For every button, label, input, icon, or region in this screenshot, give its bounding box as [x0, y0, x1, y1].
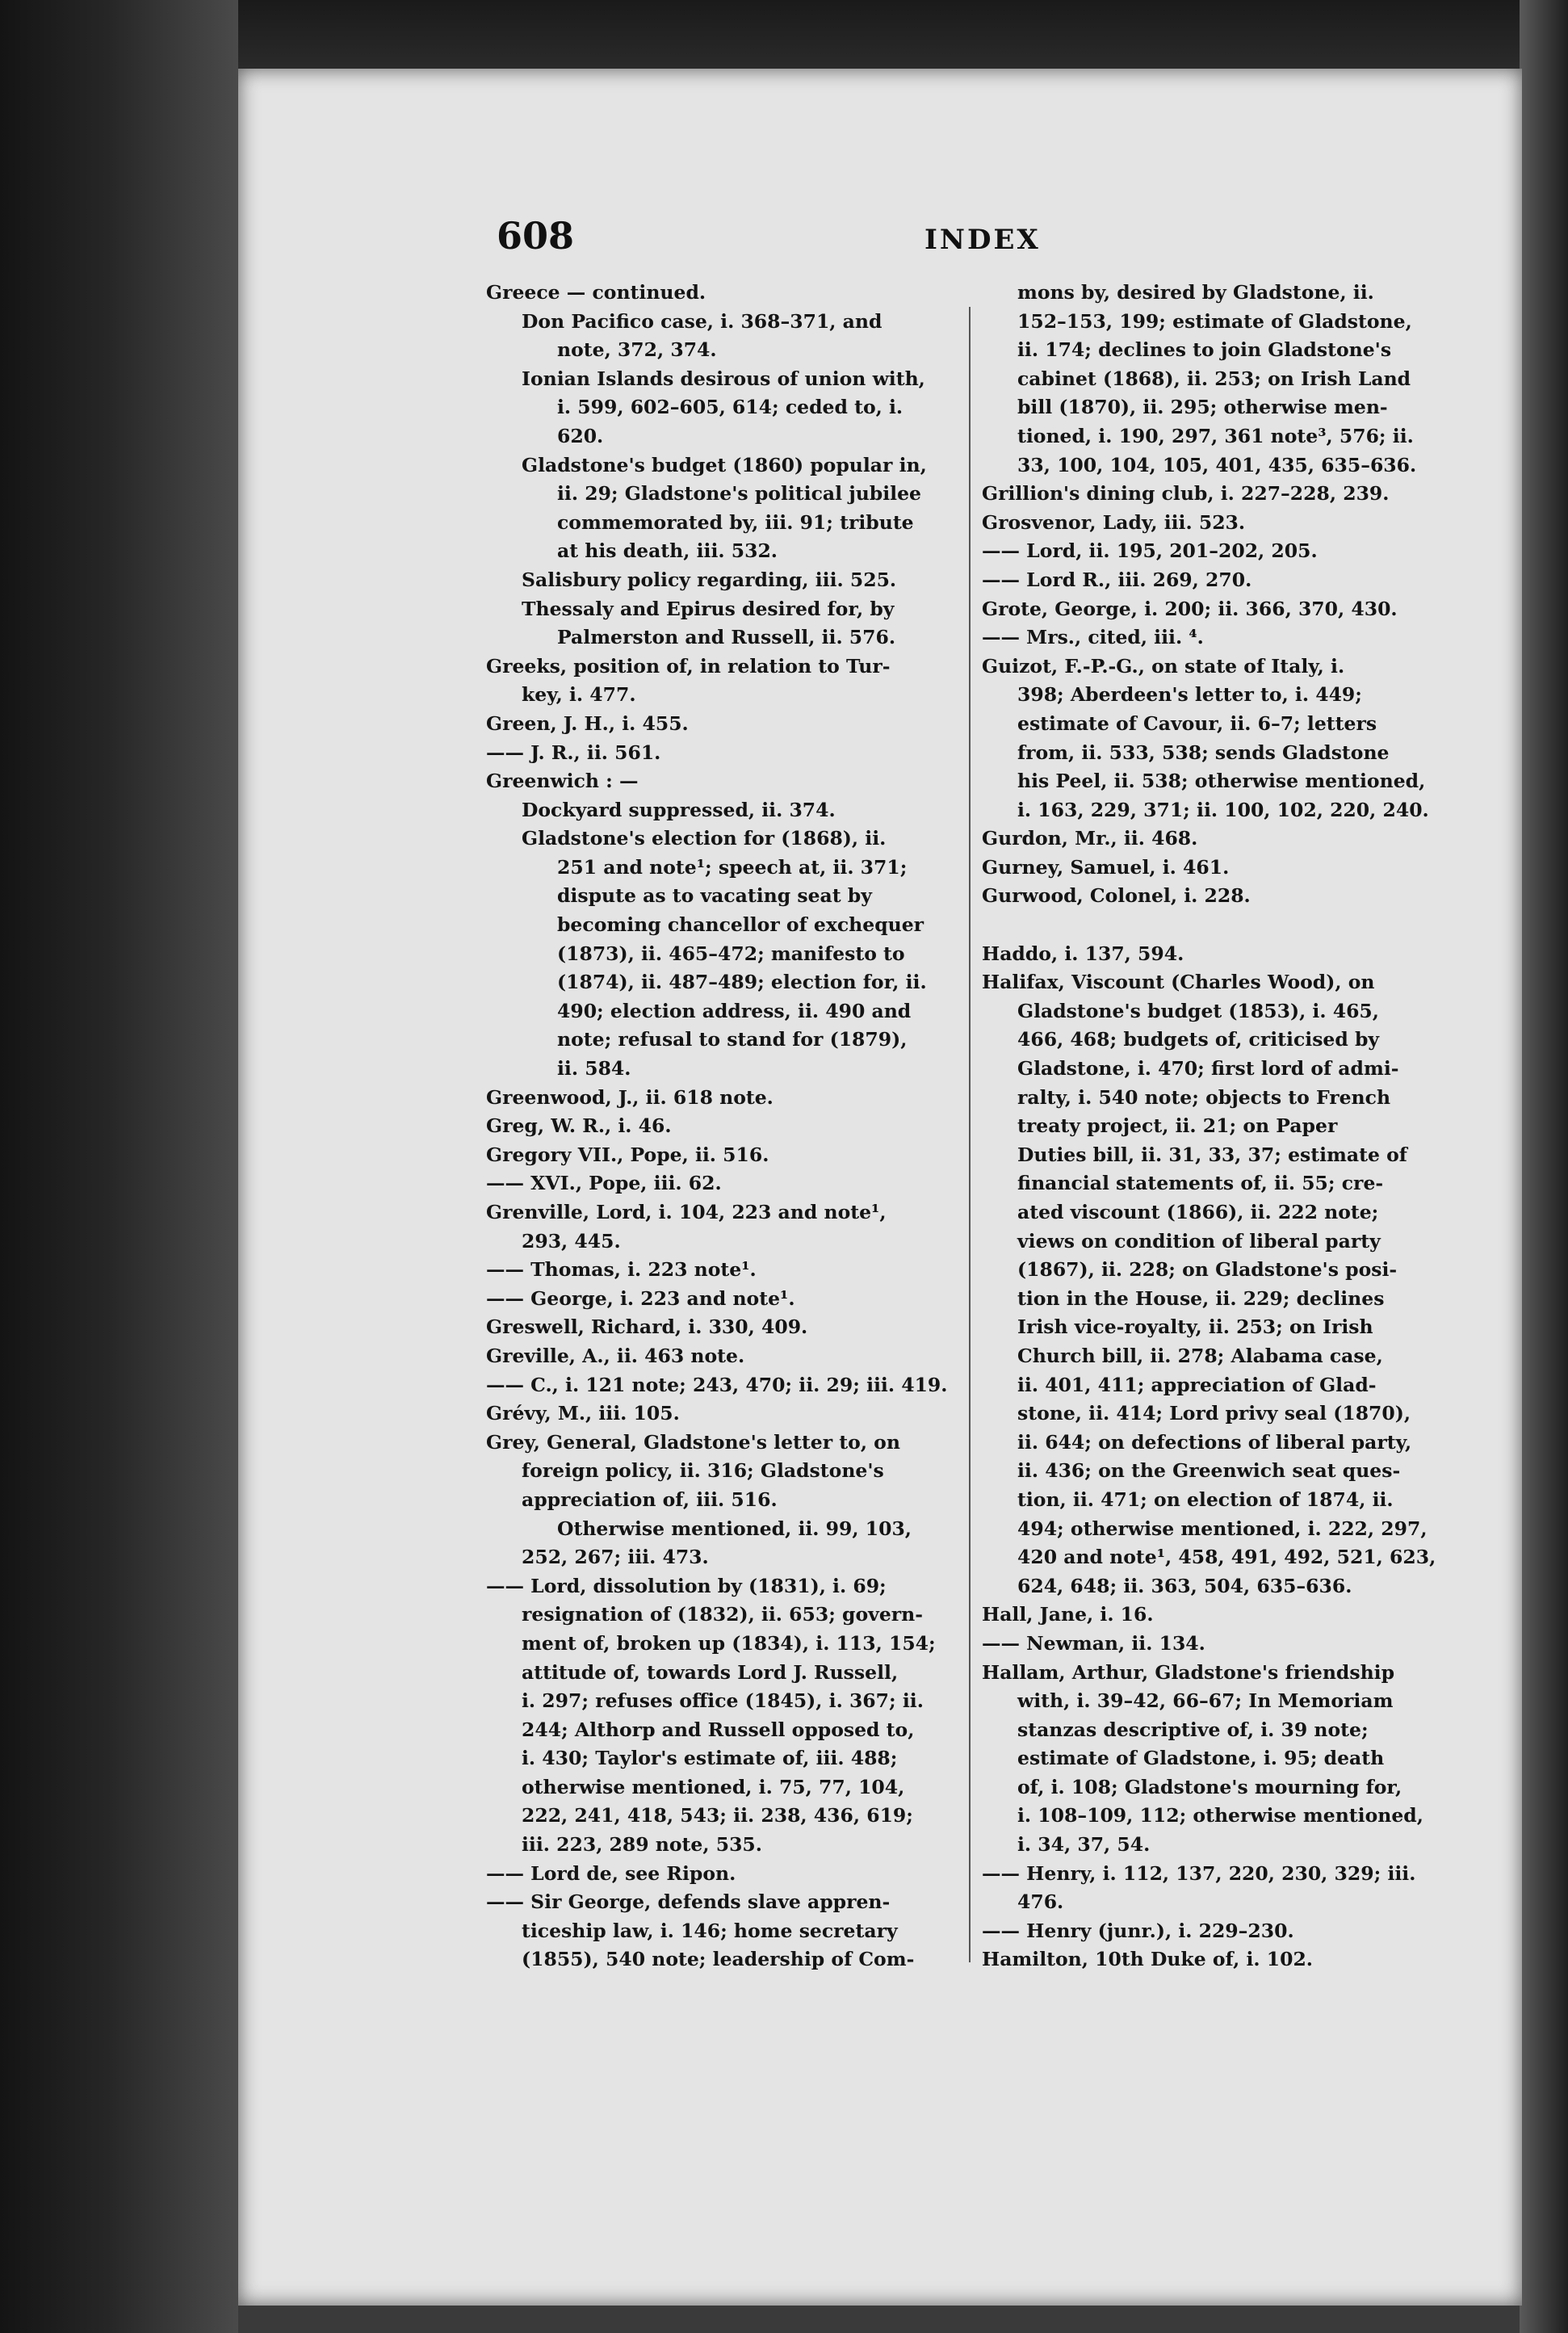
index-entry-line: ralty, i. 540 note; objects to French: [1017, 1085, 1391, 1109]
index-entry-line: ticeship law, i. 146; home secretary: [522, 1919, 898, 1942]
index-entry-line: 33, 100, 104, 105, 401, 435, 635–636.: [1017, 453, 1417, 476]
index-entry-line: (1874), ii. 487–489; election for, ii.: [557, 971, 927, 994]
index-entry-line: Greswell, Richard, i. 330, 409.: [486, 1315, 808, 1339]
index-entry-line: Halifax, Viscount (Charles Wood), on: [982, 971, 1375, 994]
index-entry-line: 293, 445.: [522, 1229, 621, 1253]
page-header: [497, 214, 1546, 279]
index-entry-line: Salisbury policy regarding, iii. 525.: [522, 568, 897, 591]
index-entry-line: Greece — continued.: [486, 281, 706, 304]
index-entry-line: Gregory VII., Pope, ii. 516.: [486, 1143, 769, 1166]
index-entry-line: (1873), ii. 465–472; manifesto to: [557, 942, 905, 965]
index-entry-line: Gladstone's election for (1868), ii.: [522, 827, 887, 850]
index-entry-line: tioned, i. 190, 297, 361 note³, 576; ii.: [1017, 424, 1414, 447]
index-entry-line: Greville, A., ii. 463 note.: [486, 1344, 745, 1367]
index-entry-line: —— Lord, ii. 195, 201–202, 205.: [982, 539, 1318, 563]
index-entry-line: Ionian Islands desirous of union with,: [522, 367, 925, 390]
index-entry-line: —— Mrs., cited, iii. ⁴.: [982, 626, 1204, 649]
index-entry-line: resignation of (1832), ii. 653; govern-: [522, 1603, 923, 1626]
index-entry-line: —— Thomas, i. 223 note¹.: [486, 1258, 757, 1282]
index-entry-line: ated viscount (1866), ii. 222 note;: [1017, 1201, 1379, 1223]
index-entry-line: bill (1870), ii. 295; otherwise men-: [1017, 396, 1388, 419]
index-entry-line: tion, ii. 471; on election of 1874, ii.: [1017, 1487, 1394, 1511]
index-entry-line: stone, ii. 414; Lord privy seal (1870),: [1017, 1402, 1411, 1425]
index-entry-line: Palmerston and Russell, ii. 576.: [557, 626, 896, 649]
index-entry-line: —— Lord, dissolution by (1831), i. 69;: [486, 1574, 887, 1597]
index-entry-line: Greenwood, J., ii. 618 note.: [486, 1085, 774, 1109]
index-entry-line: i. 430; Taylor's estimate of, iii. 488;: [522, 1747, 898, 1770]
index-entry-line: —— XVI., Pope, iii. 62.: [486, 1172, 722, 1195]
index-entry-line: key, i. 477.: [522, 683, 636, 707]
index-entry-line: otherwise mentioned, i. 75, 77, 104,: [522, 1775, 905, 1798]
index-entry-line: 490; election address, ii. 490 and: [557, 999, 912, 1022]
index-entry-line: estimate of Cavour, ii. 6–7; letters: [1017, 711, 1377, 735]
index-entry-line: note, 372, 374.: [557, 338, 717, 362]
index-entry-line: Thessaly and Epirus desired for, by: [522, 597, 895, 620]
index-entry-line: financial statements of, ii. 55; cre-: [1017, 1172, 1384, 1195]
index-entry-line: ii. 436; on the Greenwich seat ques-: [1017, 1459, 1401, 1483]
index-entry-line: Irish vice-royalty, ii. 253; on Irish: [1017, 1315, 1373, 1339]
index-entry-line: 476.: [1017, 1890, 1064, 1914]
index-entry-line: ii. 644; on defections of liberal party,: [1017, 1430, 1412, 1454]
index-entry-line: dispute as to vacating seat by: [557, 884, 872, 908]
index-entry-line: Guizot, F.-P.-G., on state of Italy, i.: [982, 654, 1345, 678]
index-entry-line: 398; Aberdeen's letter to, i. 449;: [1017, 683, 1362, 707]
index-entry-line: treaty project, ii. 21; on Paper: [1017, 1114, 1338, 1138]
index-entry-line: Grévy, M., iii. 105.: [486, 1402, 680, 1425]
index-entry-line: mons by, desired by Gladstone, ii.: [1017, 281, 1374, 304]
index-entry-line: commemorated by, iii. 91; tribute: [557, 510, 914, 534]
index-entry-line: Greenwich : —: [486, 770, 639, 793]
index-entry-line: of, i. 108; Gladstone's mourning for,: [1017, 1775, 1402, 1798]
index-entry-line: i. 297; refuses office (1845), i. 367; ii.: [522, 1689, 924, 1713]
index-entry-line: from, ii. 533, 538; sends Gladstone: [1017, 741, 1390, 764]
index-entry-line: ii. 174; declines to join Gladstone's: [1017, 338, 1392, 362]
index-entry-line: Greg, W. R., i. 46.: [486, 1114, 672, 1138]
index-entry-line: Gladstone, i. 470; first lord of admi-: [1017, 1057, 1399, 1080]
index-entry-line: with, i. 39–42, 66–67; In Memoriam: [1017, 1689, 1394, 1713]
index-entry-line: ment of, broken up (1834), i. 113, 154;: [522, 1631, 936, 1655]
index-entry-line: Gladstone's budget (1853), i. 465,: [1017, 999, 1379, 1022]
index-entry-line: ii. 401, 411; appreciation of Glad-: [1017, 1373, 1377, 1396]
index-entry-line: attitude of, towards Lord J. Russell,: [522, 1660, 899, 1684]
index-entry-line: iii. 223, 289 note, 535.: [522, 1833, 762, 1857]
index-entry-line: i. 34, 37, 54.: [1017, 1833, 1151, 1857]
column-divider: [969, 307, 971, 1962]
index-entry-line: i. 163, 229, 371; ii. 100, 102, 220, 240.: [1017, 798, 1429, 821]
index-entry-line: at his death, iii. 532.: [557, 539, 778, 563]
index-entry-line: Hallam, Arthur, Gladstone's friendship: [982, 1660, 1395, 1684]
index-entry-line: 152–153, 199; estimate of Gladstone,: [1017, 309, 1412, 333]
running-head: INDEX: [924, 224, 1041, 256]
index-entry-line: [982, 911, 1466, 940]
scan-background-right: [1520, 0, 1568, 2333]
index-entry-line: 222, 241, 418, 543; ii. 238, 436, 619;: [522, 1804, 913, 1827]
index-entry-line: 620.: [557, 424, 604, 447]
index-entry-line: Don Pacifico case, i. 368–371, and: [522, 309, 883, 333]
index-entry-line: Gurdon, Mr., ii. 468.: [982, 827, 1198, 850]
index-entry-line: Gladstone's budget (1860) popular in,: [522, 453, 927, 476]
index-entry-line: Gurwood, Colonel, i. 228.: [982, 884, 1251, 908]
index-entry-line: —— C., i. 121 note; 243, 470; ii. 29; iii. 419.: [486, 1373, 948, 1396]
index-entry-line: (1855), 540 note; leadership of Com-: [522, 1948, 915, 1971]
index-entry-line: —— Henry, i. 112, 137, 220, 230, 329; iii.: [982, 1861, 1416, 1885]
index-entry-line: Greeks, position of, in relation to Tur-: [486, 654, 891, 678]
index-entry-line: 244; Althorp and Russell opposed to,: [522, 1718, 915, 1741]
index-entry-line: —— George, i. 223 and note¹.: [486, 1286, 795, 1310]
index-entry-line: 624, 648; ii. 363, 504, 635–636.: [1017, 1574, 1352, 1597]
index-entry-line: foreign policy, ii. 316; Gladstone's: [522, 1459, 884, 1483]
index-entry-line: Duties bill, ii. 31, 33, 37; estimate of: [1017, 1143, 1407, 1166]
index-entry-line: Grey, General, Gladstone's letter to, on: [486, 1430, 900, 1454]
index-entry-line: Grillion's dining club, i. 227–228, 239.: [982, 482, 1390, 506]
index-entry-line: Grenville, Lord, i. 104, 223 and note¹,: [486, 1201, 887, 1223]
index-entry-line: 252, 267; iii. 473.: [522, 1546, 709, 1569]
index-entry-line: tion in the House, ii. 229; declines: [1017, 1286, 1385, 1310]
index-entry-line: Otherwise mentioned, ii. 99, 103,: [557, 1517, 912, 1540]
index-entry-line: note; refusal to stand for (1879),: [557, 1028, 908, 1051]
index-entry-line: cabinet (1868), ii. 253; on Irish Land: [1017, 367, 1411, 390]
index-entry-line: 420 and note¹, 458, 491, 492, 521, 623,: [1017, 1546, 1436, 1569]
index-column-left: [486, 279, 971, 1974]
index-entry-line: (1867), ii. 228; on Gladstone's posi-: [1017, 1258, 1398, 1282]
index-entry-line: —— Lord de, see Ripon.: [486, 1861, 736, 1885]
index-entry-line: Hamilton, 10th Duke of, i. 102.: [982, 1948, 1313, 1971]
page-number: 608: [497, 214, 575, 258]
index-entry-line: Gurney, Samuel, i. 461.: [982, 855, 1230, 879]
index-entry-line: —— J. R., ii. 561.: [486, 741, 661, 764]
index-entry-line: i. 108–109, 112; otherwise mentioned,: [1017, 1804, 1423, 1827]
index-entry-line: —— Henry (junr.), i. 229–230.: [982, 1919, 1294, 1942]
index-column-right: [982, 279, 1466, 1974]
index-entry-line: stanzas descriptive of, i. 39 note;: [1017, 1718, 1369, 1741]
index-entry-line: appreciation of, iii. 516.: [522, 1487, 778, 1511]
index-entry-line: —— Newman, ii. 134.: [982, 1631, 1205, 1655]
index-entry-line: ii. 29; Gladstone's political jubilee: [557, 482, 921, 506]
index-entry-line: —— Sir George, defends slave appren-: [486, 1890, 891, 1914]
index-entry-line: views on condition of liberal party: [1017, 1229, 1381, 1253]
scan-background-left: [0, 0, 238, 2333]
index-entry-line: Church bill, ii. 278; Alabama case,: [1017, 1344, 1383, 1367]
index-entry-line: his Peel, ii. 538; otherwise mentioned,: [1017, 770, 1426, 793]
index-entry-line: Haddo, i. 137, 594.: [982, 942, 1184, 965]
index-entry-line: estimate of Gladstone, i. 95; death: [1017, 1747, 1385, 1770]
index-entry-line: 494; otherwise mentioned, i. 222, 297,: [1017, 1517, 1428, 1540]
index-entry-line: Grote, George, i. 200; ii. 366, 370, 430.: [982, 597, 1398, 620]
index-entry-line: i. 599, 602–605, 614; ceded to, i.: [557, 396, 903, 419]
index-entry-line: Hall, Jane, i. 16.: [982, 1603, 1154, 1626]
index-entry-line: Grosvenor, Lady, iii. 523.: [982, 510, 1246, 534]
index-entry-line: 251 and note¹; speech at, ii. 371;: [557, 855, 908, 879]
index-entry-line: 466, 468; budgets of, criticised by: [1017, 1028, 1380, 1051]
index-entry-line: —— Lord R., iii. 269, 270.: [982, 568, 1252, 591]
index-entry-line: becoming chancellor of exchequer: [557, 913, 924, 937]
index-entry-line: ii. 584.: [557, 1057, 631, 1080]
index-entry-line: Green, J. H., i. 455.: [486, 711, 689, 735]
index-entry-line: Dockyard suppressed, ii. 374.: [522, 798, 836, 821]
